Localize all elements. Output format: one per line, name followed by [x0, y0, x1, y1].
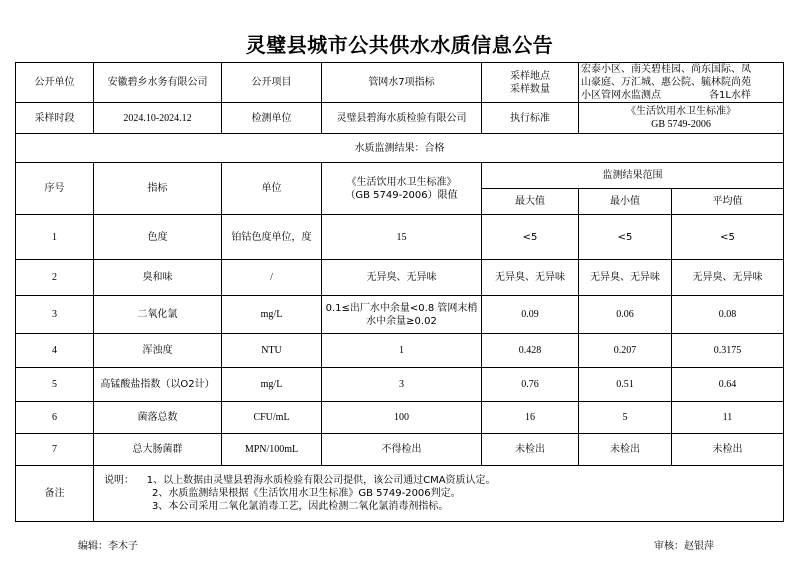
note-text-1: 1、以上数据由灵璧县碧海水质检验有限公司提供，该公司通过CMA资质认定。	[146, 475, 496, 486]
location-value-line2: 山豪庭、万汇城、惠公院、毓林院尚苑	[581, 77, 751, 88]
reviewer-credit: 审核：赵银萍	[654, 541, 714, 552]
col-limit-line1: 《生活饮用水卫生标准》	[346, 176, 457, 188]
row-min: 0.51	[579, 368, 672, 402]
table-row	[16, 434, 784, 466]
notes-content	[94, 466, 784, 522]
row-limit: 100	[322, 402, 482, 434]
location-label-line2: 采样数量	[510, 83, 550, 95]
row-min: 0.06	[579, 296, 672, 334]
location-value-line3-sample: 各1L水样	[709, 90, 751, 101]
result-line: 水质监测结果：合格	[16, 134, 784, 163]
row-min: 未检出	[579, 434, 672, 466]
row-indicator: 二氧化氯	[94, 296, 222, 334]
location-value-line3	[581, 89, 781, 102]
location-value-line3-text: 小区管网水监测点	[581, 90, 661, 101]
testing-value: 灵璧县碧海水质检验有限公司	[322, 103, 482, 134]
publisher-label: 公开单位	[16, 63, 94, 103]
row-limit: 无异臭、无异味	[322, 260, 482, 296]
row-unit: mg/L	[222, 368, 322, 402]
row-min: <5	[579, 215, 672, 260]
row-limit: 15	[322, 215, 482, 260]
row-limit: 3	[322, 368, 482, 402]
col-unit: 单位	[222, 163, 322, 215]
item-value: 管网水7项指标	[322, 63, 482, 103]
col-limit-line2: （GB 5749-2006）限值	[345, 189, 458, 201]
row-max: 无异臭、无异味	[482, 260, 579, 296]
col-no: 序号	[16, 163, 94, 215]
row-max: 0.428	[482, 334, 579, 368]
row-no: 5	[16, 368, 94, 402]
row-avg: 0.64	[672, 368, 784, 402]
col-max: 最大值	[482, 189, 579, 215]
header-row-period	[16, 103, 784, 134]
row-unit: MPN/100mL	[222, 434, 322, 466]
location-label-line1: 采样地点	[510, 70, 550, 82]
row-no: 2	[16, 260, 94, 296]
row-limit: 0.1≤出厂水中余量<0.8 管网末梢水中余量≥0.02	[322, 296, 482, 334]
row-indicator: 色度	[94, 215, 222, 260]
result-row	[16, 134, 784, 163]
location-value	[579, 63, 784, 103]
col-limit	[322, 163, 482, 215]
standard-value-line2: GB 5749-2006	[651, 119, 711, 130]
row-no: 7	[16, 434, 94, 466]
row-no: 6	[16, 402, 94, 434]
row-unit: CFU/mL	[222, 402, 322, 434]
row-indicator: 浑浊度	[94, 334, 222, 368]
editor-credit: 编辑：李木子	[78, 541, 138, 552]
header-row-publisher	[16, 63, 784, 103]
row-avg: <5	[672, 215, 784, 260]
notes-label: 备注	[16, 466, 94, 522]
row-unit: 铂钴色度单位，度	[222, 215, 322, 260]
table-row	[16, 334, 784, 368]
row-max: 0.09	[482, 296, 579, 334]
publisher-value: 安徽碧乡水务有限公司	[94, 63, 222, 103]
location-label	[482, 63, 579, 103]
row-avg: 未检出	[672, 434, 784, 466]
row-min: 5	[579, 402, 672, 434]
note-line-3: 3、本公司采用二氧化氯消毒工艺，因此检测二氧化氯消毒剂指标。	[152, 501, 449, 512]
row-indicator: 菌落总数	[94, 402, 222, 434]
period-value: 2024.10-2024.12	[94, 103, 222, 134]
row-max: <5	[482, 215, 579, 260]
notes-row	[16, 466, 784, 522]
row-max: 16	[482, 402, 579, 434]
row-unit: /	[222, 260, 322, 296]
page-title: 灵璧县城市公共供水水质信息公告	[245, 33, 554, 57]
standard-label: 执行标准	[482, 103, 579, 134]
row-avg: 0.08	[672, 296, 784, 334]
row-indicator: 臭和味	[94, 260, 222, 296]
row-max: 0.76	[482, 368, 579, 402]
col-avg: 平均值	[672, 189, 784, 215]
row-min: 0.207	[579, 334, 672, 368]
note-line-2: 2、水质监测结果根据《生活饮用水卫生标准》GB 5749-2006判定。	[152, 488, 461, 499]
note-line-1	[104, 474, 781, 487]
table-row	[16, 260, 784, 296]
row-avg: 11	[672, 402, 784, 434]
row-unit: NTU	[222, 334, 322, 368]
testing-label: 检测单位	[222, 103, 322, 134]
standard-value-line1: 《生活饮用水卫生标准》	[626, 106, 736, 117]
row-avg: 无异臭、无异味	[672, 260, 784, 296]
row-limit: 1	[322, 334, 482, 368]
row-limit: 不得检出	[322, 434, 482, 466]
table-row	[16, 368, 784, 402]
water-quality-table	[15, 62, 784, 522]
item-label: 公开项目	[222, 63, 322, 103]
standard-value	[579, 103, 784, 134]
row-indicator: 总大肠菌群	[94, 434, 222, 466]
table-row	[16, 296, 784, 334]
col-indicator: 指标	[94, 163, 222, 215]
row-no: 4	[16, 334, 94, 368]
location-value-line1: 宏泰小区、南关碧桂园、尚东国际、凤	[581, 64, 751, 75]
row-max: 未检出	[482, 434, 579, 466]
row-min: 无异臭、无异味	[579, 260, 672, 296]
row-unit: mg/L	[222, 296, 322, 334]
table-row	[16, 215, 784, 260]
note-prefix: 说明：	[104, 475, 134, 486]
col-min: 最小值	[579, 189, 672, 215]
col-range: 监测结果范围	[482, 163, 784, 189]
column-header-row-1	[16, 163, 784, 189]
row-no: 3	[16, 296, 94, 334]
row-indicator: 高锰酸盐指数（以O2计）	[94, 368, 222, 402]
period-label: 采样时段	[16, 103, 94, 134]
row-avg: 0.3175	[672, 334, 784, 368]
row-no: 1	[16, 215, 94, 260]
table-row	[16, 402, 784, 434]
